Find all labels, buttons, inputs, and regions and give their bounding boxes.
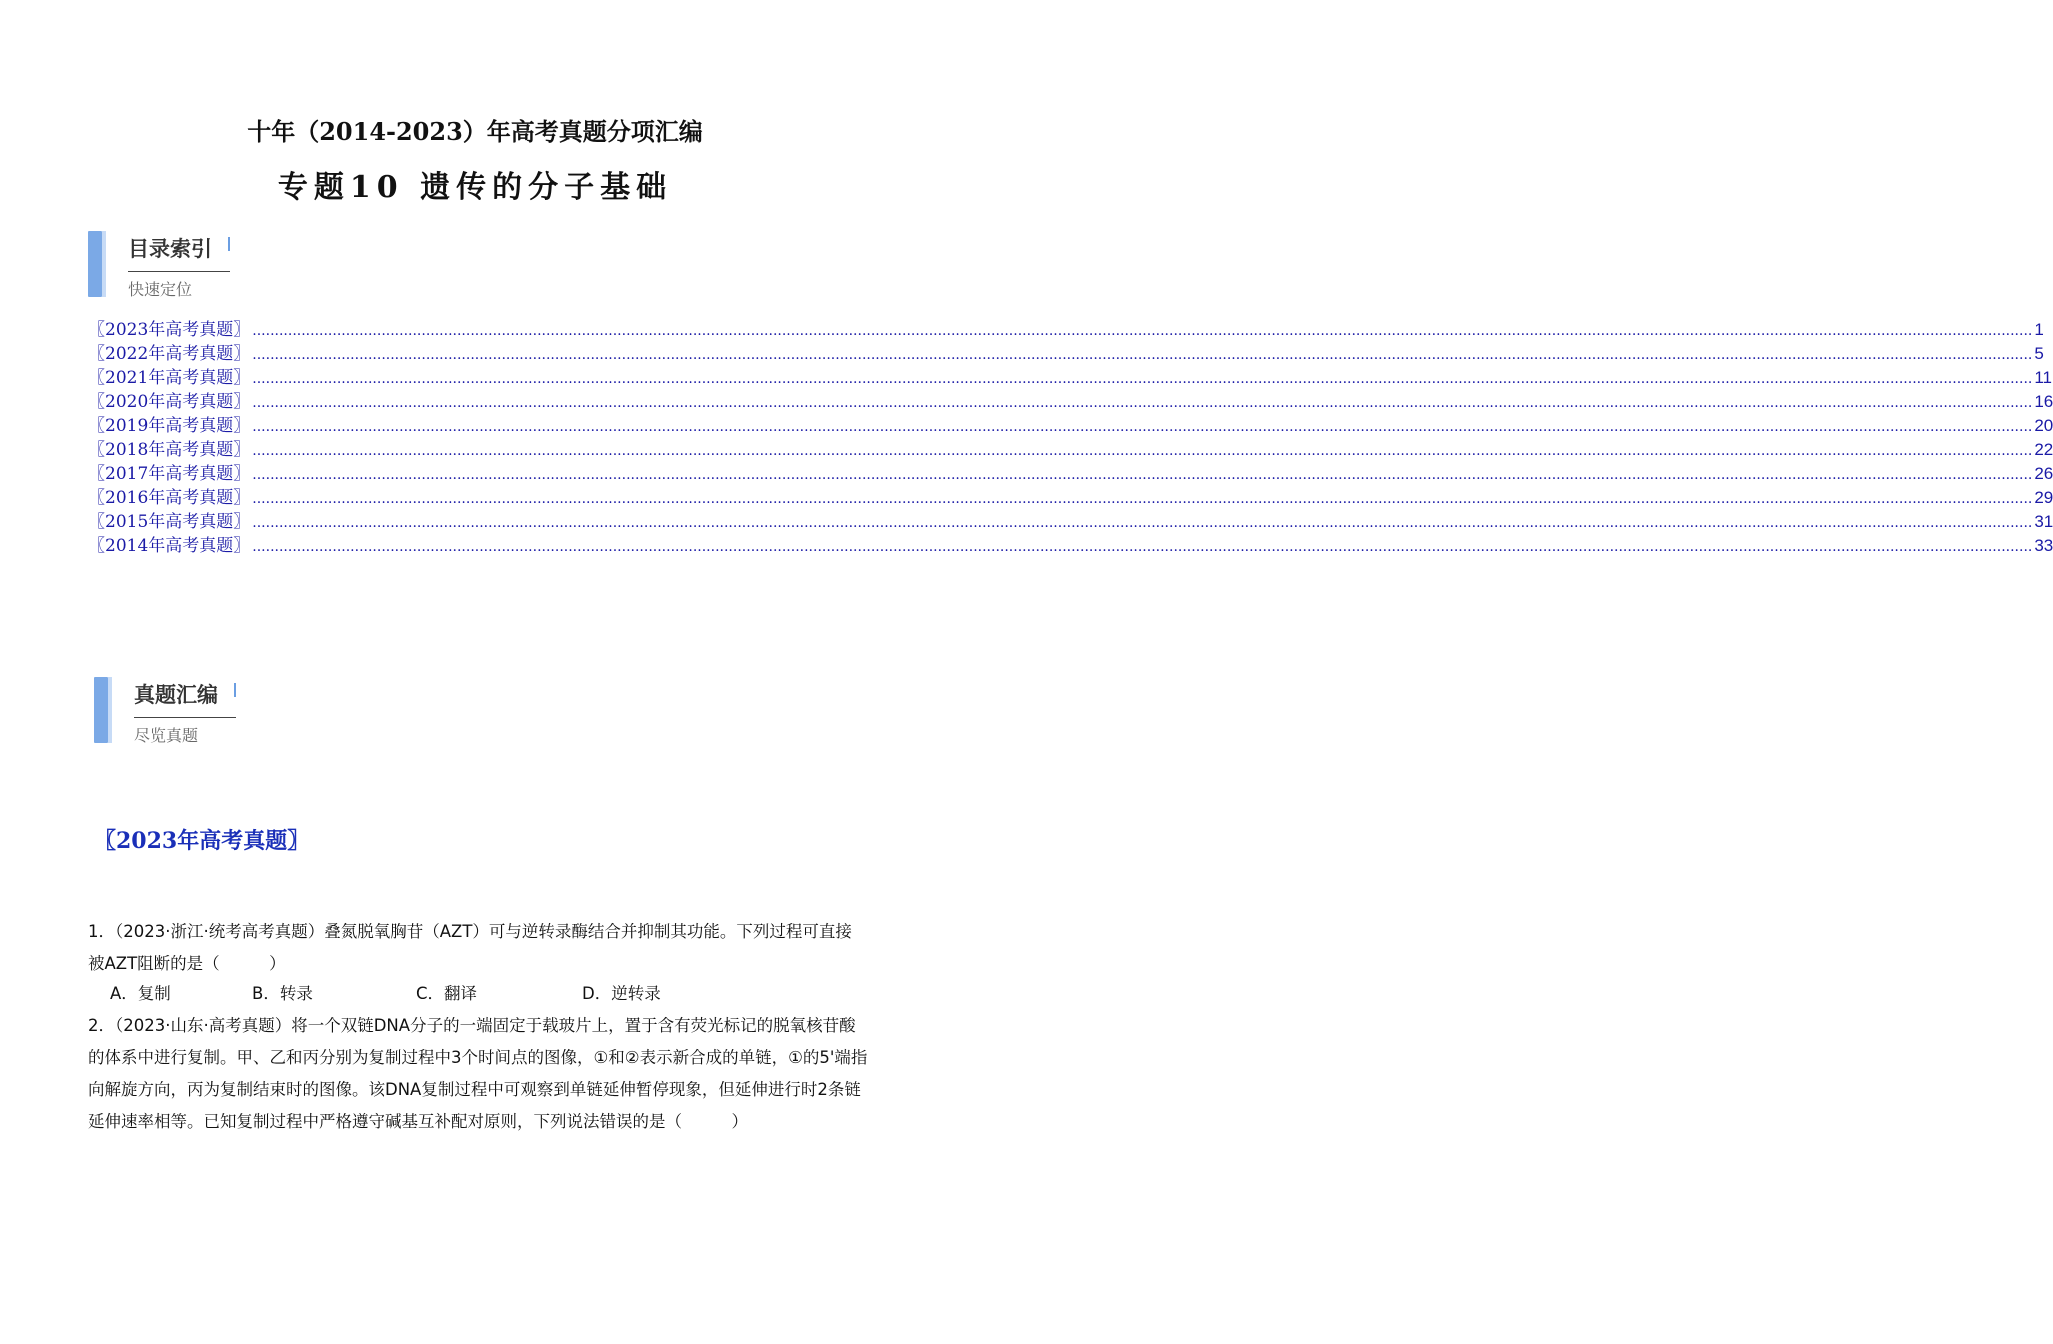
toc-leader-dots: ................................................................................................................................................................................................................................................................................................................................................................................................................ bbox=[252, 515, 2033, 531]
option-c: C．翻译 bbox=[416, 984, 478, 1003]
toc-entry-label[interactable]: 〖2021年高考真题〗 bbox=[88, 368, 251, 388]
toc-entry[interactable] bbox=[88, 438, 2053, 462]
badge-tick bbox=[234, 683, 236, 697]
toc-leader-dots: ................................................................................................................................................................................................................................................................................................................................................................................................................ bbox=[252, 443, 2033, 459]
toc-entry-page[interactable]: 29 bbox=[2034, 488, 2053, 507]
toc-entry-page[interactable]: 16 bbox=[2034, 392, 2053, 411]
document-title: 十年（2014-2023）年高考真题分项汇编 bbox=[247, 117, 703, 146]
toc-entry-label[interactable]: 〖2020年高考真题〗 bbox=[88, 392, 251, 412]
badge-rule bbox=[134, 717, 236, 718]
toc-entry-page[interactable]: 5 bbox=[2034, 344, 2044, 363]
table-of-contents bbox=[88, 318, 2053, 558]
toc-entry-page[interactable]: 11 bbox=[2034, 368, 2052, 387]
toc-entry-label[interactable]: 〖2019年高考真题〗 bbox=[88, 416, 251, 436]
option-a: A．复制 bbox=[110, 984, 171, 1003]
toc-entry-page[interactable]: 22 bbox=[2034, 440, 2053, 459]
year-section-heading: 〖2023年高考真题〗 bbox=[94, 828, 310, 854]
badge-tick bbox=[228, 237, 230, 251]
questions-badge-sub: 尽览真题 bbox=[134, 726, 199, 745]
toc-entry-page[interactable]: 20 bbox=[2034, 416, 2053, 435]
questions-section-badge bbox=[94, 677, 254, 747]
toc-entry[interactable] bbox=[88, 318, 2044, 342]
toc-leader-dots: ................................................................................................................................................................................................................................................................................................................................................................................................................ bbox=[252, 371, 2033, 387]
option-d: D．逆转录 bbox=[582, 984, 661, 1003]
toc-entry-page[interactable]: 31 bbox=[2034, 512, 2053, 531]
toc-entry-label[interactable]: 〖2016年高考真题〗 bbox=[88, 488, 251, 508]
toc-entry-label[interactable]: 〖2023年高考真题〗 bbox=[88, 320, 251, 340]
question-2: 2．（2023·山东·高考真题）将一个双链DNA分子的一端固定于载玻片上，置于含有荧光标记的脱氧核苷酸的体系中进行复制。甲、乙和丙分别为复制过程中3个时间点的图像，①和②表示新合成的单链，①的5'端指向解旋方向，丙为复制结束时的图像。该DNA复制过程中可观察到单链延伸暂停现象，但延伸进行时2条链延伸速率相等。已知复制过程中严格遵守碱基互补配对原则，下列说法错误的是（ ） bbox=[88, 1016, 868, 1131]
toc-leader-dots: ................................................................................................................................................................................................................................................................................................................................................................................................................ bbox=[252, 491, 2033, 507]
toc-entry[interactable] bbox=[88, 486, 2053, 510]
document-subtitle: 专题10 遗传的分子基础 bbox=[277, 170, 673, 205]
toc-entry-page[interactable]: 33 bbox=[2034, 536, 2053, 555]
toc-entry-label[interactable]: 〖2018年高考真题〗 bbox=[88, 440, 251, 460]
toc-entry[interactable] bbox=[88, 414, 2053, 438]
badge-bar-shadow bbox=[108, 677, 112, 743]
toc-entry-page[interactable]: 26 bbox=[2034, 464, 2053, 483]
toc-leader-dots: ................................................................................................................................................................................................................................................................................................................................................................................................................ bbox=[252, 347, 2033, 363]
toc-leader-dots: ................................................................................................................................................................................................................................................................................................................................................................................................................ bbox=[252, 323, 2033, 339]
toc-badge-heading: 目录索引 bbox=[128, 237, 212, 261]
toc-badge-sub: 快速定位 bbox=[128, 280, 193, 299]
toc-entry[interactable] bbox=[88, 534, 2053, 558]
toc-leader-dots: ................................................................................................................................................................................................................................................................................................................................................................................................................ bbox=[252, 395, 2033, 411]
toc-entry[interactable] bbox=[88, 342, 2044, 366]
questions-badge-heading: 真题汇编 bbox=[134, 683, 218, 707]
toc-entry[interactable] bbox=[88, 462, 2053, 486]
toc-entry-page[interactable]: 1 bbox=[2034, 320, 2044, 339]
toc-leader-dots: ................................................................................................................................................................................................................................................................................................................................................................................................................ bbox=[252, 539, 2033, 555]
toc-entry-label[interactable]: 〖2014年高考真题〗 bbox=[88, 536, 251, 556]
badge-bar-shadow bbox=[102, 231, 106, 297]
toc-entry-label[interactable]: 〖2015年高考真题〗 bbox=[88, 512, 251, 532]
badge-bar bbox=[88, 231, 102, 297]
toc-leader-dots: ................................................................................................................................................................................................................................................................................................................................................................................................................ bbox=[252, 419, 2033, 435]
badge-rule bbox=[128, 271, 230, 272]
toc-entry[interactable] bbox=[88, 390, 2053, 414]
option-b: B．转录 bbox=[252, 984, 313, 1003]
toc-entry-label[interactable]: 〖2022年高考真题〗 bbox=[88, 344, 251, 364]
toc-leader-dots: ................................................................................................................................................................................................................................................................................................................................................................................................................ bbox=[252, 467, 2033, 483]
toc-section-badge bbox=[88, 231, 248, 301]
badge-bar bbox=[94, 677, 108, 743]
toc-entry[interactable] bbox=[88, 366, 2052, 390]
toc-entry-label[interactable]: 〖2017年高考真题〗 bbox=[88, 464, 251, 484]
question-1: 1．（2023·浙江·统考高考真题）叠氮脱氧胸苷（AZT）可与逆转录酶结合并抑制其功能。下列过程可直接被AZT阻断的是（ ） bbox=[88, 922, 852, 973]
toc-entry[interactable] bbox=[88, 510, 2053, 534]
